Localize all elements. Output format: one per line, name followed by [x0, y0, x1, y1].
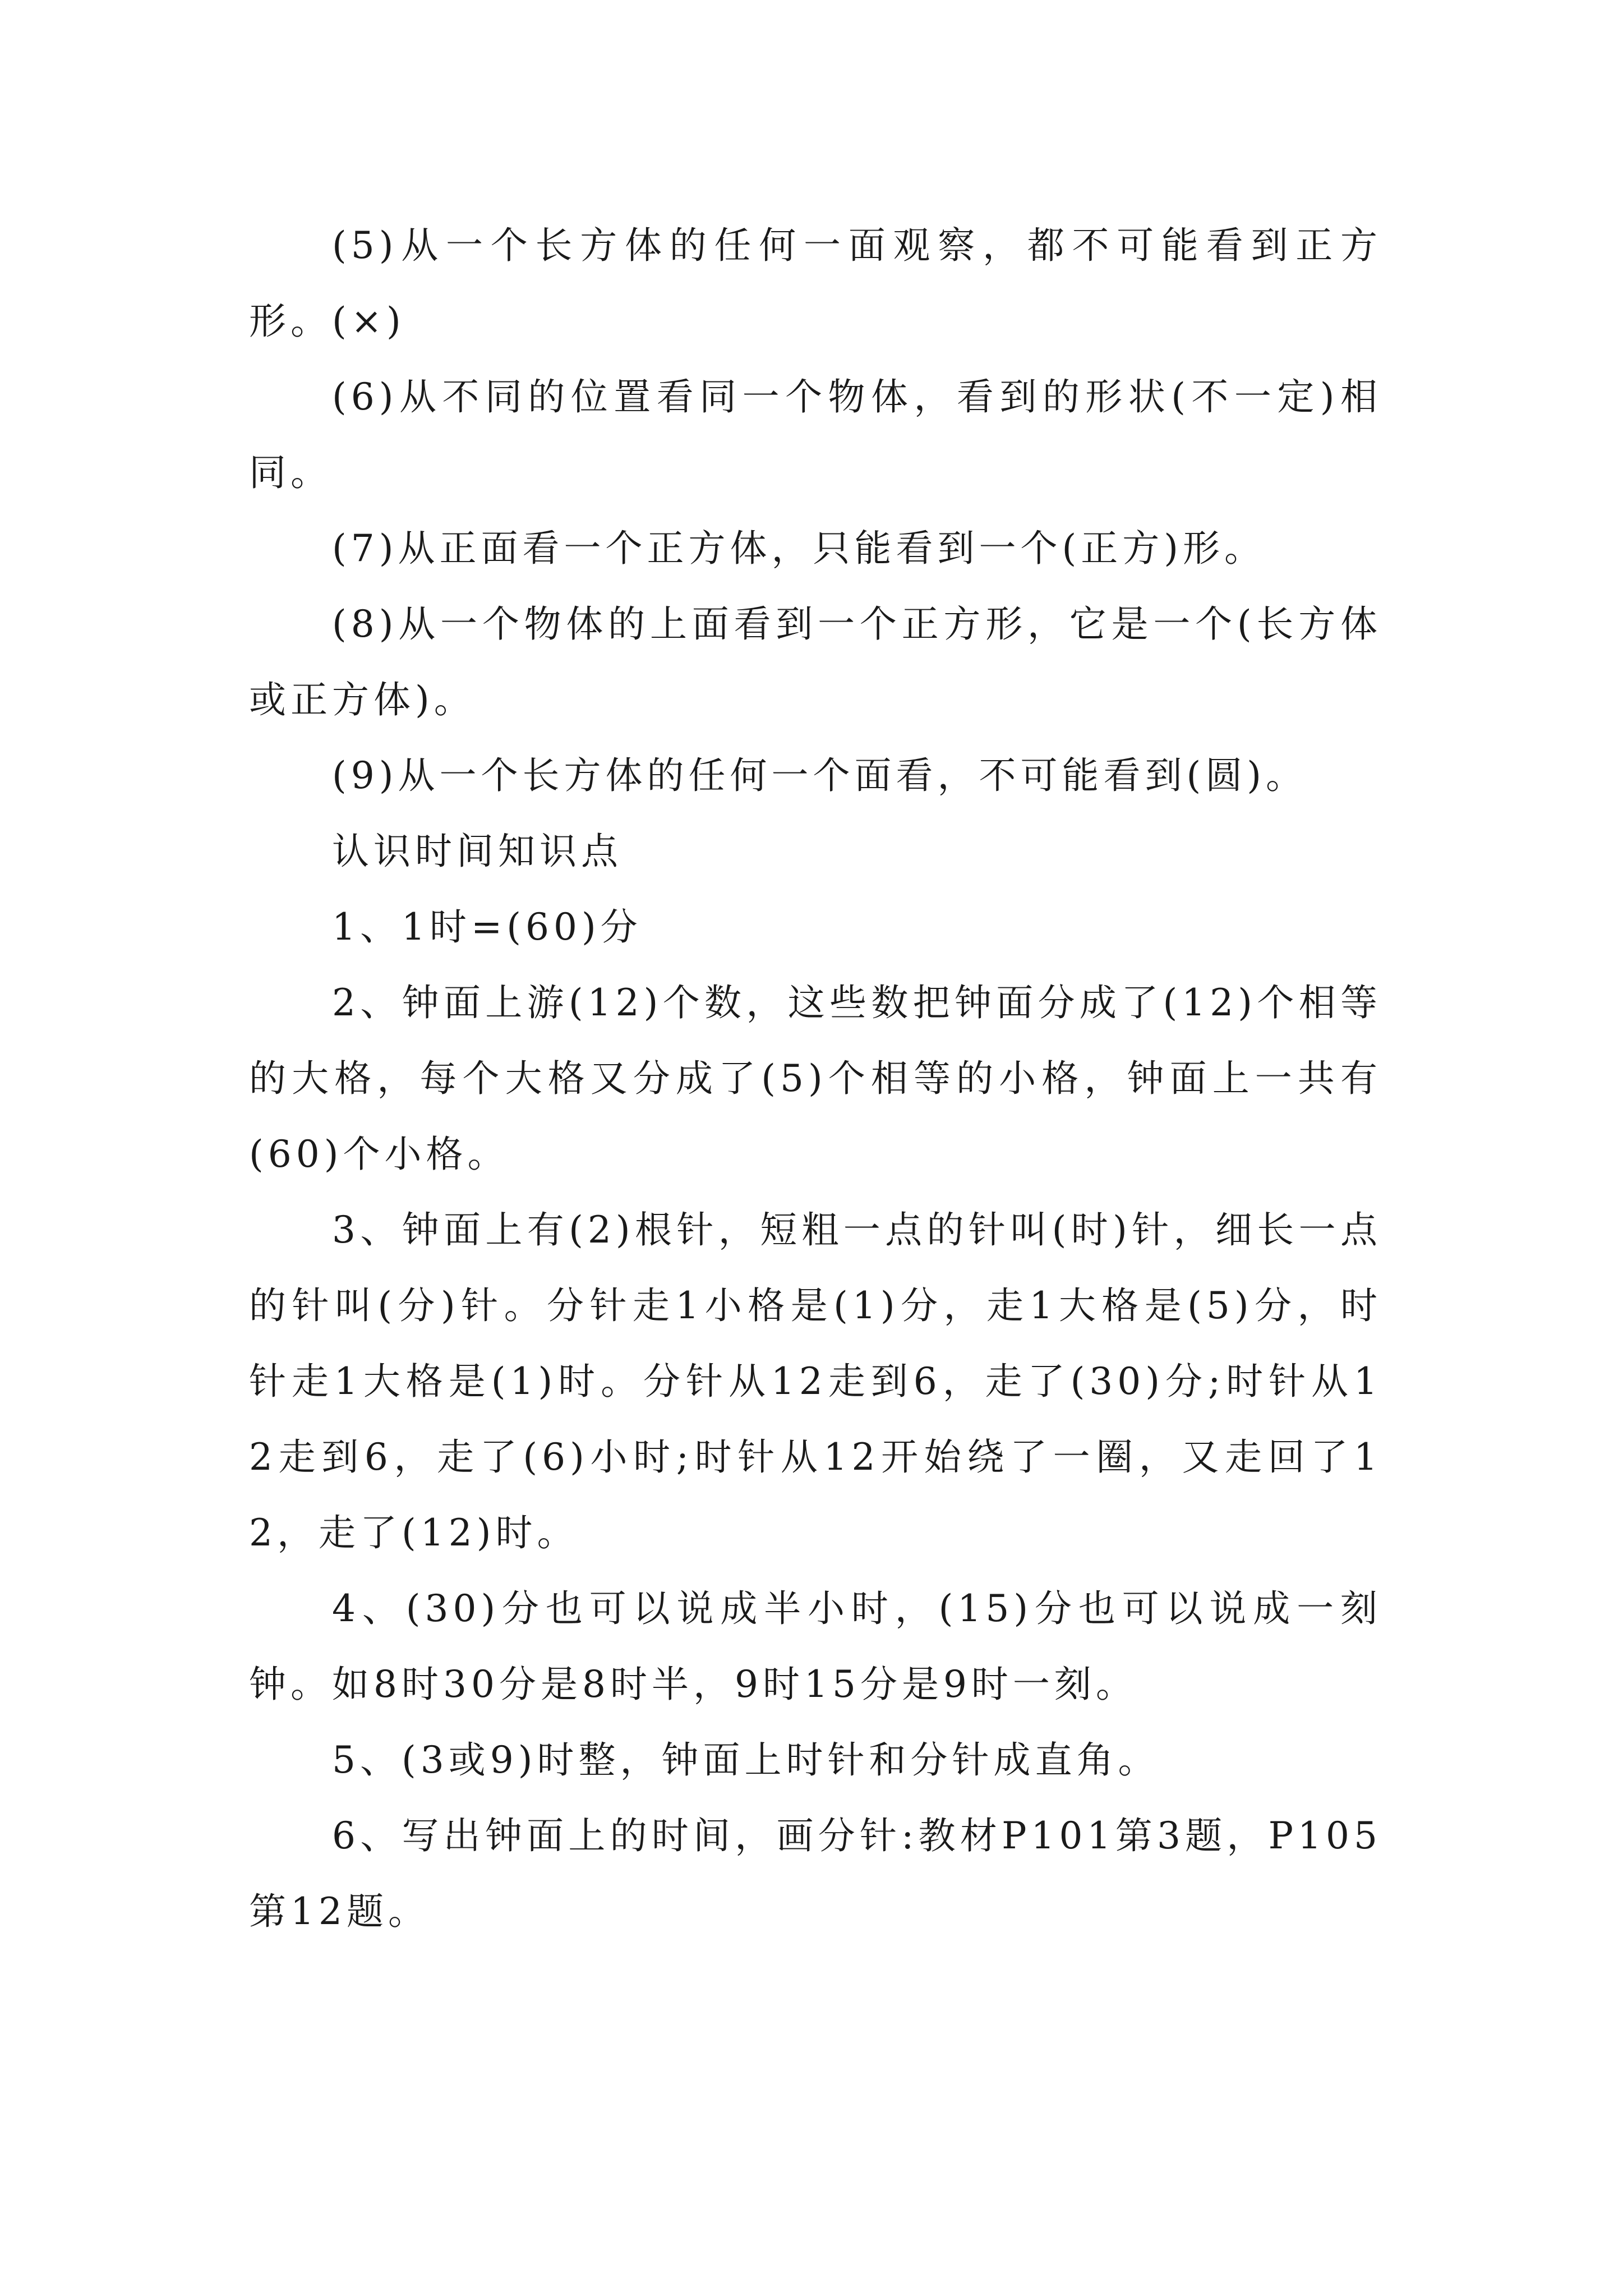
time-point-1: 1、1时=(60)分 [332, 905, 642, 949]
time-point-6: 6、写出钟面上的时间，画分针:教材P101第3题，P105第12题。 [249, 1814, 1382, 1933]
time-point-3: 3、钟面上有(2)根针，短粗一点的针叫(时)针，细长一点的针叫(分)针。分针走1小格是(1)分，走1大格是(5)分，时针走1大格是(1)时。分针从12走到6，走了(30)分;时针从12走到6，走了(6)小时;时针从12开始绕了一圈，又走回了12，走了(12)时。 [249, 1208, 1382, 1554]
paragraph-7-cube-front: (7)从正面看一个正方体，只能看到一个(正方)形。 [332, 527, 1266, 570]
paragraph-5-cuboid-view: (5)从一个长方体的任何一面观察，都不可能看到正方形。(×) [249, 224, 1382, 343]
paragraph-6-different-positions: (6)从不同的位置看同一个物体，看到的形状(不一定)相同。 [249, 375, 1382, 494]
section-heading-time: 认识时间知识点 [332, 830, 623, 873]
time-point-5: 5、(3或9)时整，钟面上时针和分针成直角。 [332, 1738, 1160, 1782]
document-body [249, 208, 1382, 1949]
paragraph-8-top-view-square: (8)从一个物体的上面看到一个正方形，它是一个(长方体或正方体)。 [249, 602, 1382, 721]
time-point-2: 2、钟面上游(12)个数，这些数把钟面分成了(12)个相等的大格，每个大格又分成了(5)个相等的小格，钟面上一共有(60)个小格。 [249, 981, 1382, 1176]
time-point-4: 4、(30)分也可以说成半小时，(15)分也可以说成一刻钟。如8时30分是8时半，9时15分是9时一刻。 [249, 1587, 1382, 1706]
paragraph-9-no-circle: (9)从一个长方体的任何一个面看，不可能看到(圆)。 [332, 754, 1307, 797]
